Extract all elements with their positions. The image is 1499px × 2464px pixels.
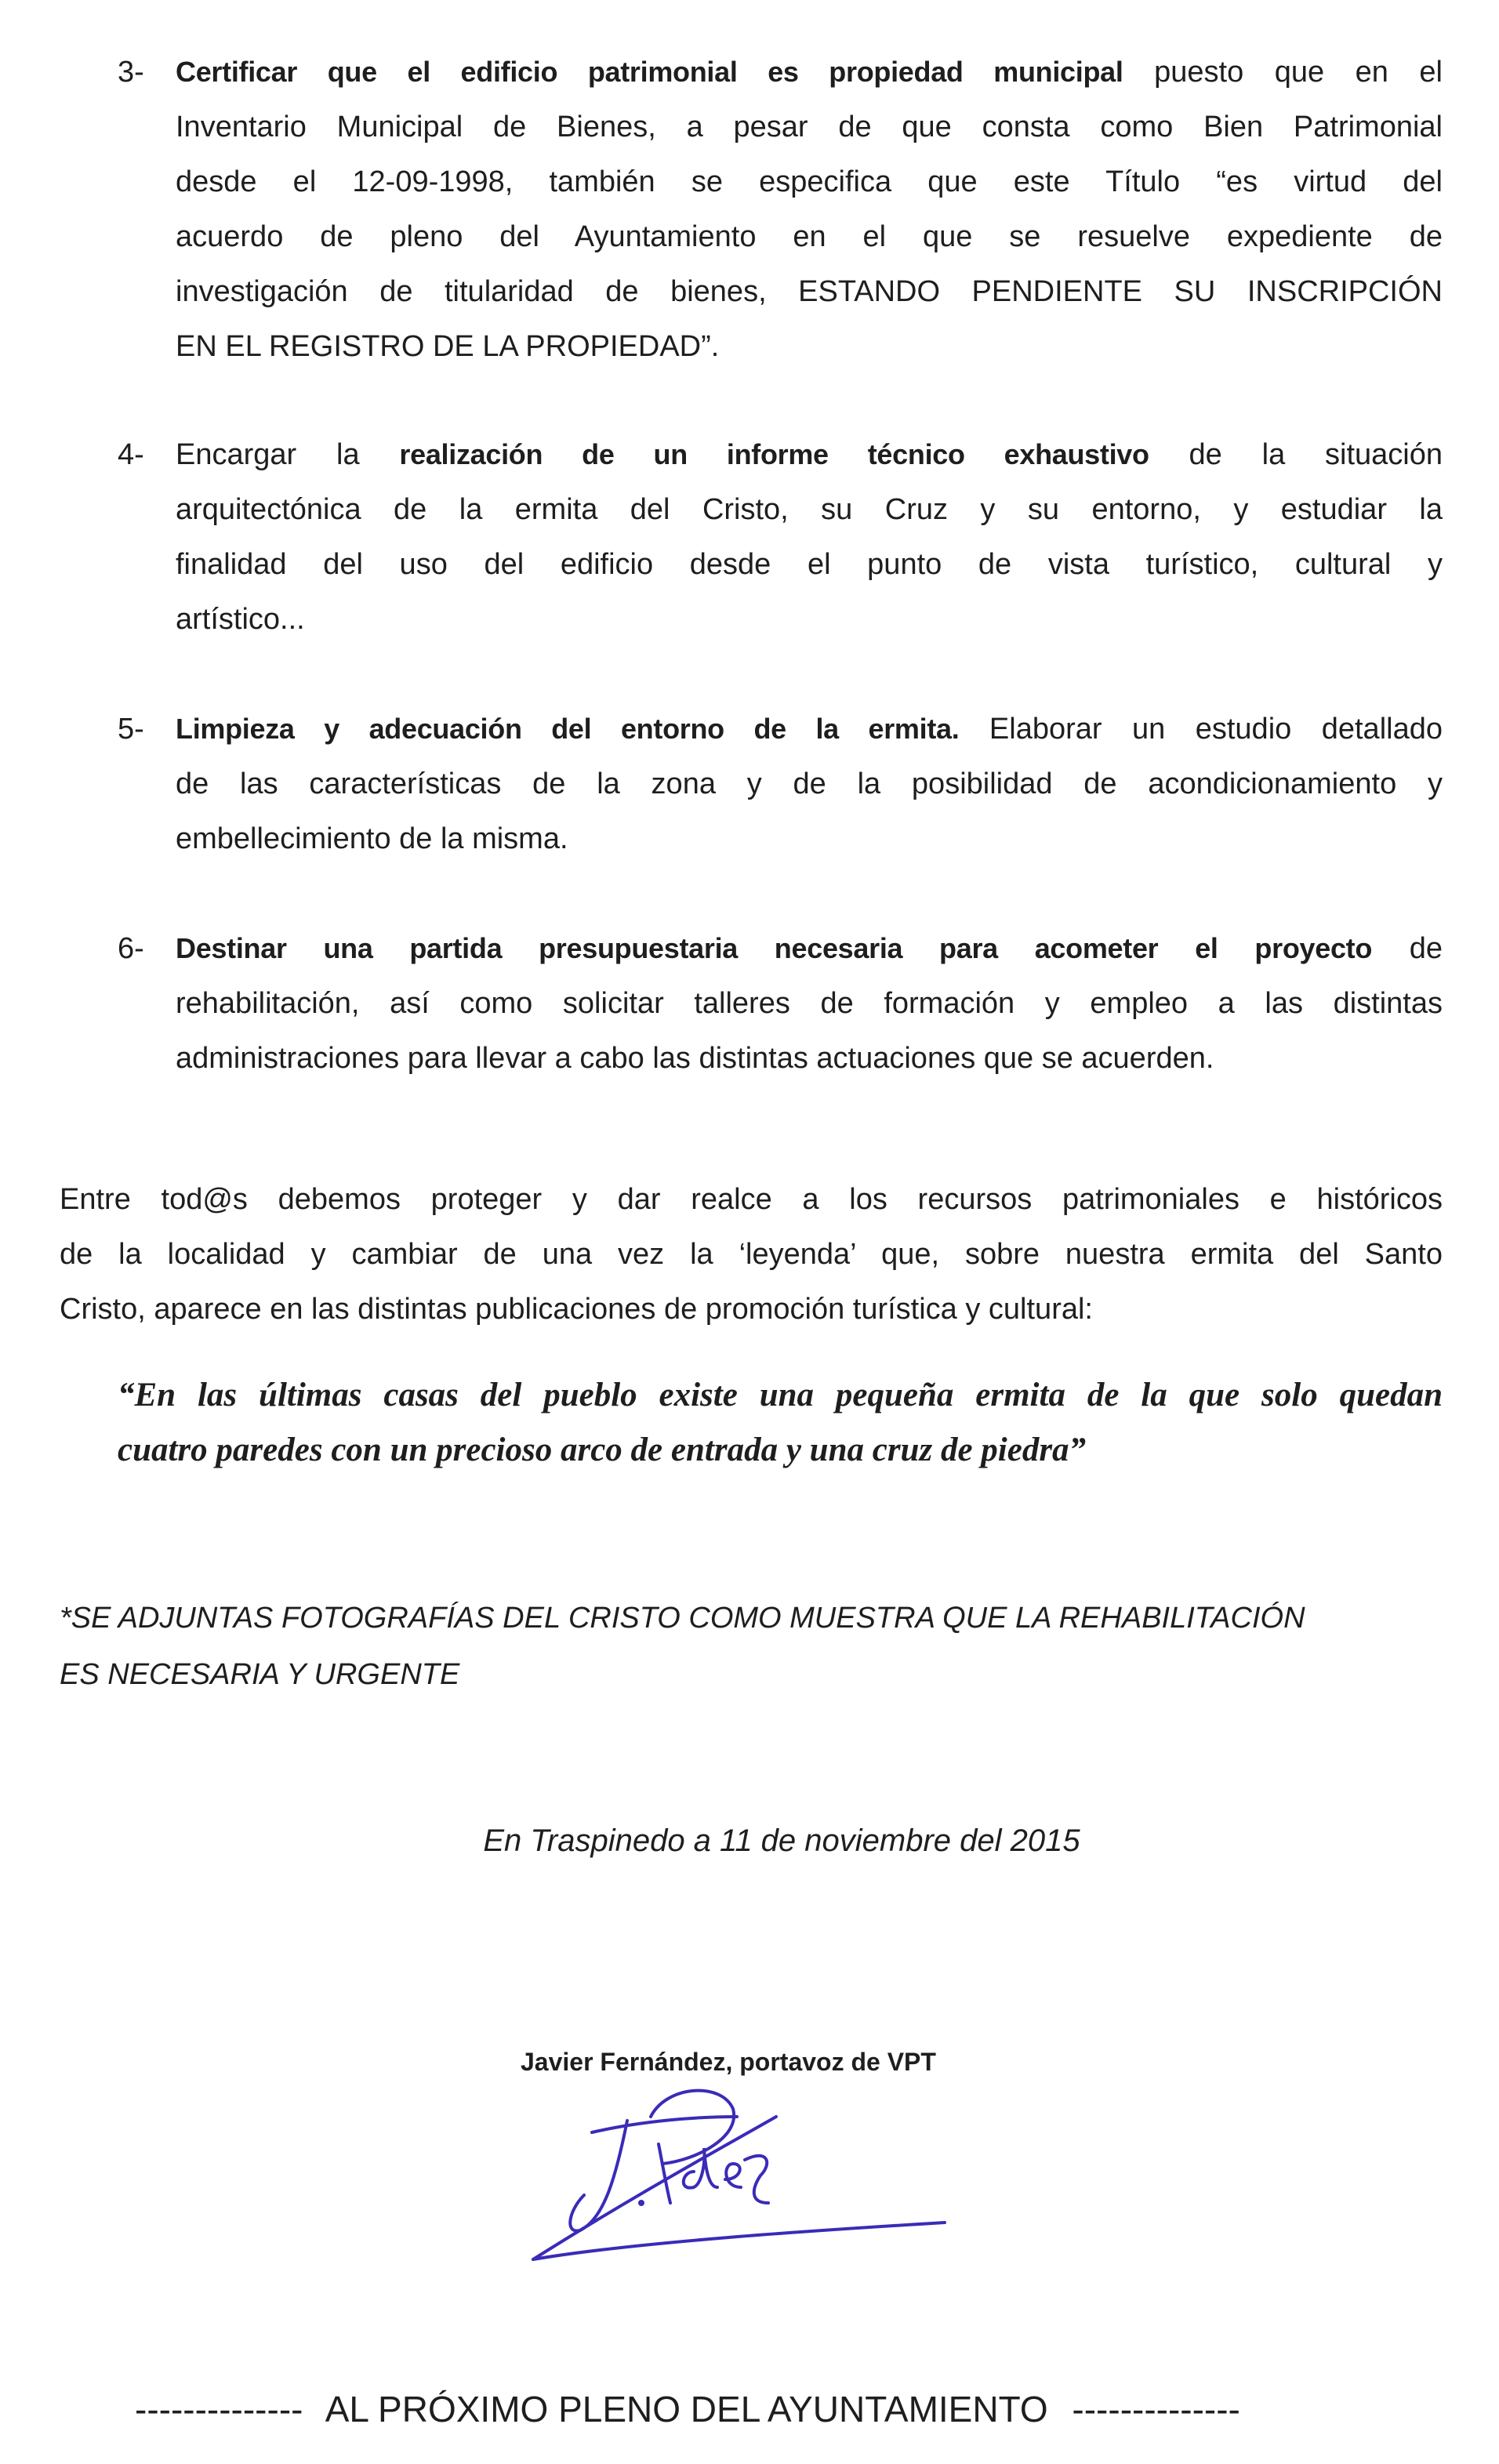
bold-text: Limpieza y adecuación del entorno de la ermita.	[176, 713, 960, 745]
text-line: finalidad del uso del edificio desde el punto de vista turístico, cultural y	[176, 548, 1443, 581]
quote-line: cuatro paredes con un precioso arco de entrada y una cruz de piedra”	[118, 1432, 1087, 1468]
item-number: 6-	[118, 932, 144, 965]
text-run: de	[1372, 932, 1443, 965]
bold-text: Certificar que el edificio patrimonial es propiedad municipal	[176, 56, 1123, 88]
footer-dashes-left: --------------	[135, 2389, 303, 2430]
text-line: rehabilitación, así como solicitar talleres de formación y empleo a las distintas	[176, 987, 1443, 1020]
text-line: Entre tod@s debemos proteger y dar realce a los recursos patrimoniales e históricos	[60, 1183, 1443, 1216]
signer-name: Javier Fernández, portavoz de VPT	[521, 2048, 936, 2076]
text-line	[176, 427, 1443, 482]
text-run: puesto que en el	[1123, 56, 1443, 89]
text-line: de la localidad y cambiar de una vez la ‘leyenda’ que, sobre nuestra ermita del Santo	[60, 1238, 1443, 1271]
text-line: investigación de titularidad de bienes, ESTANDO PENDIENTE SU INSCRIPCIÓN	[176, 275, 1443, 308]
text-line: Inventario Municipal de Bienes, a pesar de que consta como Bien Patrimonial	[176, 111, 1443, 143]
item-number: 4-	[118, 438, 144, 471]
legend-quote	[118, 1368, 1443, 1478]
handwritten-signature	[517, 2085, 956, 2273]
text-line: arquitectónica de la ermita del Cristo, su Cruz y su entorno, y estudiar la	[176, 493, 1443, 526]
text-line: Cristo, aparece en las distintas publicaciones de promoción turística y cultural:	[60, 1293, 1093, 1326]
text-line: desde el 12-09-1998, también se especifica que este Título “es virtud del	[176, 165, 1443, 198]
footer-dashes-right: --------------	[1072, 2389, 1240, 2430]
text-run: Elaborar un estudio detallado	[959, 713, 1443, 746]
note-line: ES NECESARIA Y URGENTE	[60, 1658, 460, 1691]
bold-text: Destinar una partida presupuestaria necesaria para acometer el proyecto	[176, 932, 1373, 964]
text-line: EN EL REGISTRO DE LA PROPIEDAD”.	[176, 330, 720, 363]
text-line: acuerdo de pleno del Ayuntamiento en el que se resuelve expediente de	[176, 220, 1443, 253]
quote-line: “En las últimas casas del pueblo existe una pequeña ermita de la que solo quedan	[118, 1377, 1443, 1413]
text-line: artístico...	[176, 603, 305, 636]
text-line: de las características de la zona y de la posibilidad de acondicionamiento y	[176, 768, 1443, 800]
photos-note	[60, 1590, 1455, 1703]
text-line	[176, 45, 1443, 100]
text-line	[176, 921, 1443, 976]
closing-paragraph	[60, 1172, 1443, 1337]
footer-text: AL PRÓXIMO PLENO DEL AYUNTAMIENTO	[325, 2389, 1048, 2430]
text-line: administraciones para llevar a cabo las distintas actuaciones que se acuerden.	[176, 1042, 1214, 1075]
place-date: En Traspinedo a 11 de noviembre del 2015	[483, 1824, 1080, 1858]
bold-text: realización de un informe técnico exhaustivo	[399, 438, 1149, 470]
text-run: de la situación	[1149, 438, 1443, 471]
footer-banner	[135, 2388, 1254, 2430]
item-number: 3-	[118, 56, 144, 89]
note-line: *SE ADJUNTAS FOTOGRAFÍAS DEL CRISTO COMO MUESTRA QUE LA REHABILITACIÓN	[60, 1602, 1305, 1635]
text-run: Encargar la	[176, 438, 400, 471]
text-line	[176, 702, 1443, 757]
text-line: embellecimiento de la misma.	[176, 822, 568, 855]
item-number: 5-	[118, 713, 144, 746]
